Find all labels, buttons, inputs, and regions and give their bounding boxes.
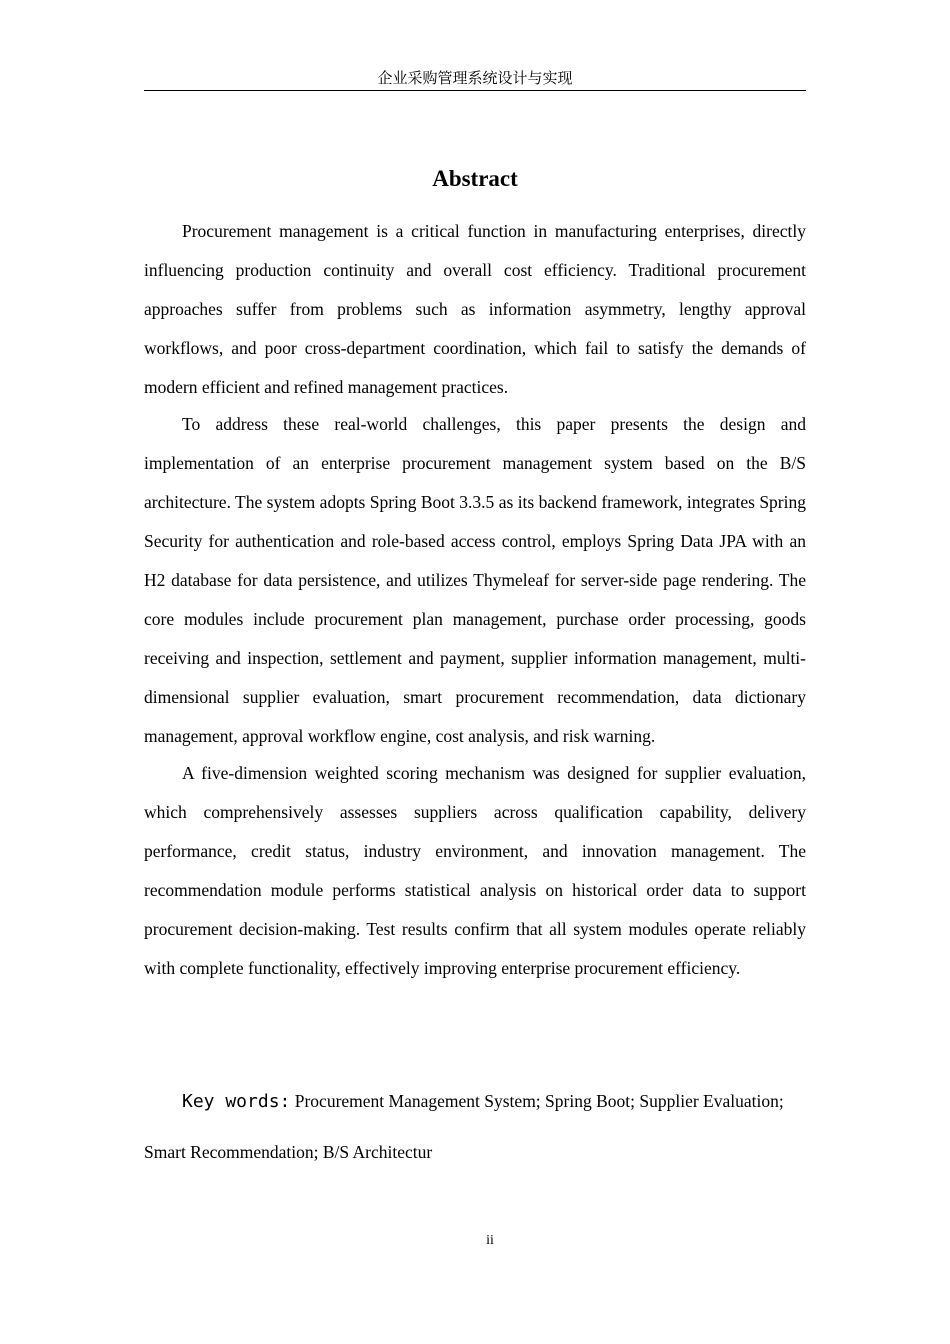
- abstract-paragraph-3: A five-dimension weighted scoring mechanism was designed for supplier evaluation, which comprehensively assesses suppliers across qualification capability, delivery performance, credit status, industry environment, and innovation management. The recommendation module performs statistical analysis on historical order data to support procurement decision-making. Test results confirm that all system modules operate reliably with complete functionality, effectively improving enterprise procurement efficiency.: [144, 763, 806, 978]
- abstract-heading: Abstract: [432, 166, 518, 191]
- keywords-text: Procurement Management System; Spring Boot; Supplier Evaluation; Smart Recommendation; B/S Architectur: [144, 1091, 784, 1162]
- abstract-paragraph-2: To address these real-world challenges, this paper presents the design and implementation of an enterprise procurement management system based on the B/S architecture. The system adopts Spring Boot 3.3.5 as its backend framework, integrates Spring Security for authentication and role-based access control, employs Spring Data JPA with an H2 database for data persistence, and utilizes Thymeleaf for server-side page rendering. The core modules include procurement plan management, purchase order processing, goods receiving and inspection, settlement and payment, supplier information management, multi-dimensional supplier evaluation, smart procurement recommendation, data dictionary management, approval workflow engine, cost analysis, and risk warning.: [144, 414, 806, 746]
- running-header: 企业采购管理系统设计与实现: [144, 68, 806, 91]
- abstract-body: [144, 212, 806, 988]
- keywords-label: Key words:: [182, 1091, 291, 1112]
- page-number: ii: [486, 1233, 494, 1248]
- keywords: [144, 1076, 806, 1177]
- abstract-paragraph-1: Procurement management is a critical function in manufacturing enterprises, directly influencing production continuity and overall cost efficiency. Traditional procurement approaches suffer from problems such as information asymmetry, lengthy approval workflows, and poor cross-department coordination, which fail to satisfy the demands of modern efficient and refined management practices.: [144, 221, 806, 397]
